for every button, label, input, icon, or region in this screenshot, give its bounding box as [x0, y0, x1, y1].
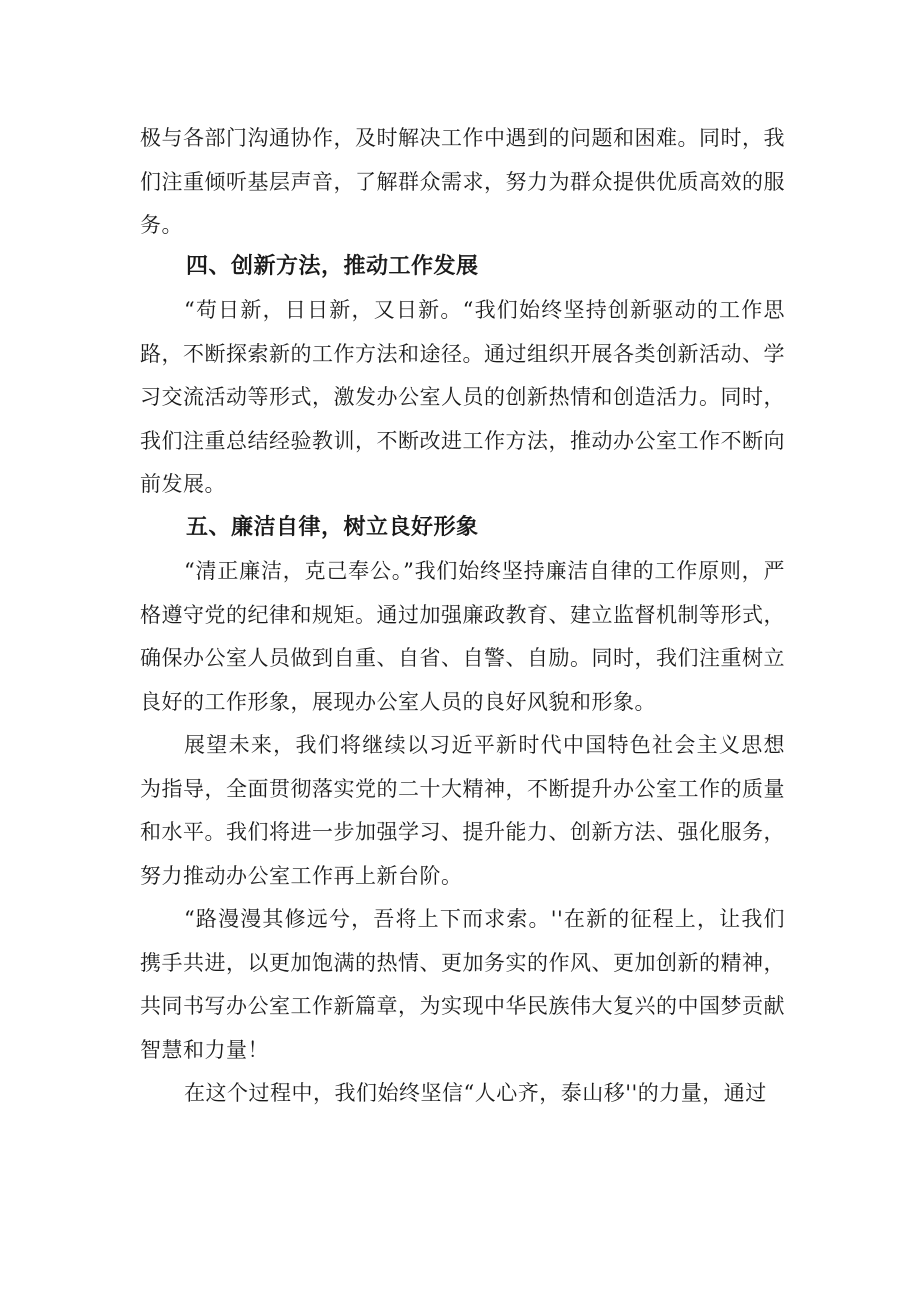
section-heading-integrity: 五、廉洁自律，树立良好形象 — [186, 515, 479, 540]
paragraph-outlook: 展望未来，我们将继续以习近平新时代中国特色社会主义思想为指导，全面贯彻落实党的二十大精神，不断提升办公室工作的质量和水平。我们将进一步加强学习、提升能力、创新方法、强化服务，努力推动办公室工作再上新台阶。 — [140, 733, 785, 888]
paragraph-unity: 在这个过程中，我们始终坚信“人心齐，泰山移''的力量，通过 — [184, 1081, 767, 1105]
paragraph-service: 极与各部门沟通协作，及时解决工作中遇到的问题和困难。同时，我们注重倾听基层声音，了解群众需求，努力为群众提供优质高效的服务。 — [140, 126, 785, 237]
section-heading-innovation: 四、创新方法，推动工作发展 — [186, 254, 479, 279]
paragraph-journey: “路漫漫其修远兮，吾将上下而求索。''在新的征程上，让我们携手共进，以更加饱满的热情、更加务实的作风、更加创新的精神，共同书写办公室工作新篇章，为实现中华民族伟大复兴的中国梦贡献智慧和力量！ — [140, 907, 785, 1062]
paragraph-innovation: “苟日新，日日新，又日新。“我们始终坚持创新驱动的工作思路，不断探索新的工作方法和途径。通过组织开展各类创新活动、学习交流活动等形式，激发办公室人员的创新热情和创造活力。同时，我们注重总结经验教训，不断改进工作方法，推动办公室工作不断向前发展。 — [140, 298, 785, 496]
paragraph-integrity: “清正廉洁，克己奉公。”我们始终坚持廉洁自律的工作原则，严格遵守党的纪律和规矩。通过加强廉政教育、建立监督机制等形式，确保办公室人员做到自重、自省、自警、自励。同时，我们注重树立良好的工作形象，展现办公室人员的良好风貌和形象。 — [140, 559, 785, 714]
